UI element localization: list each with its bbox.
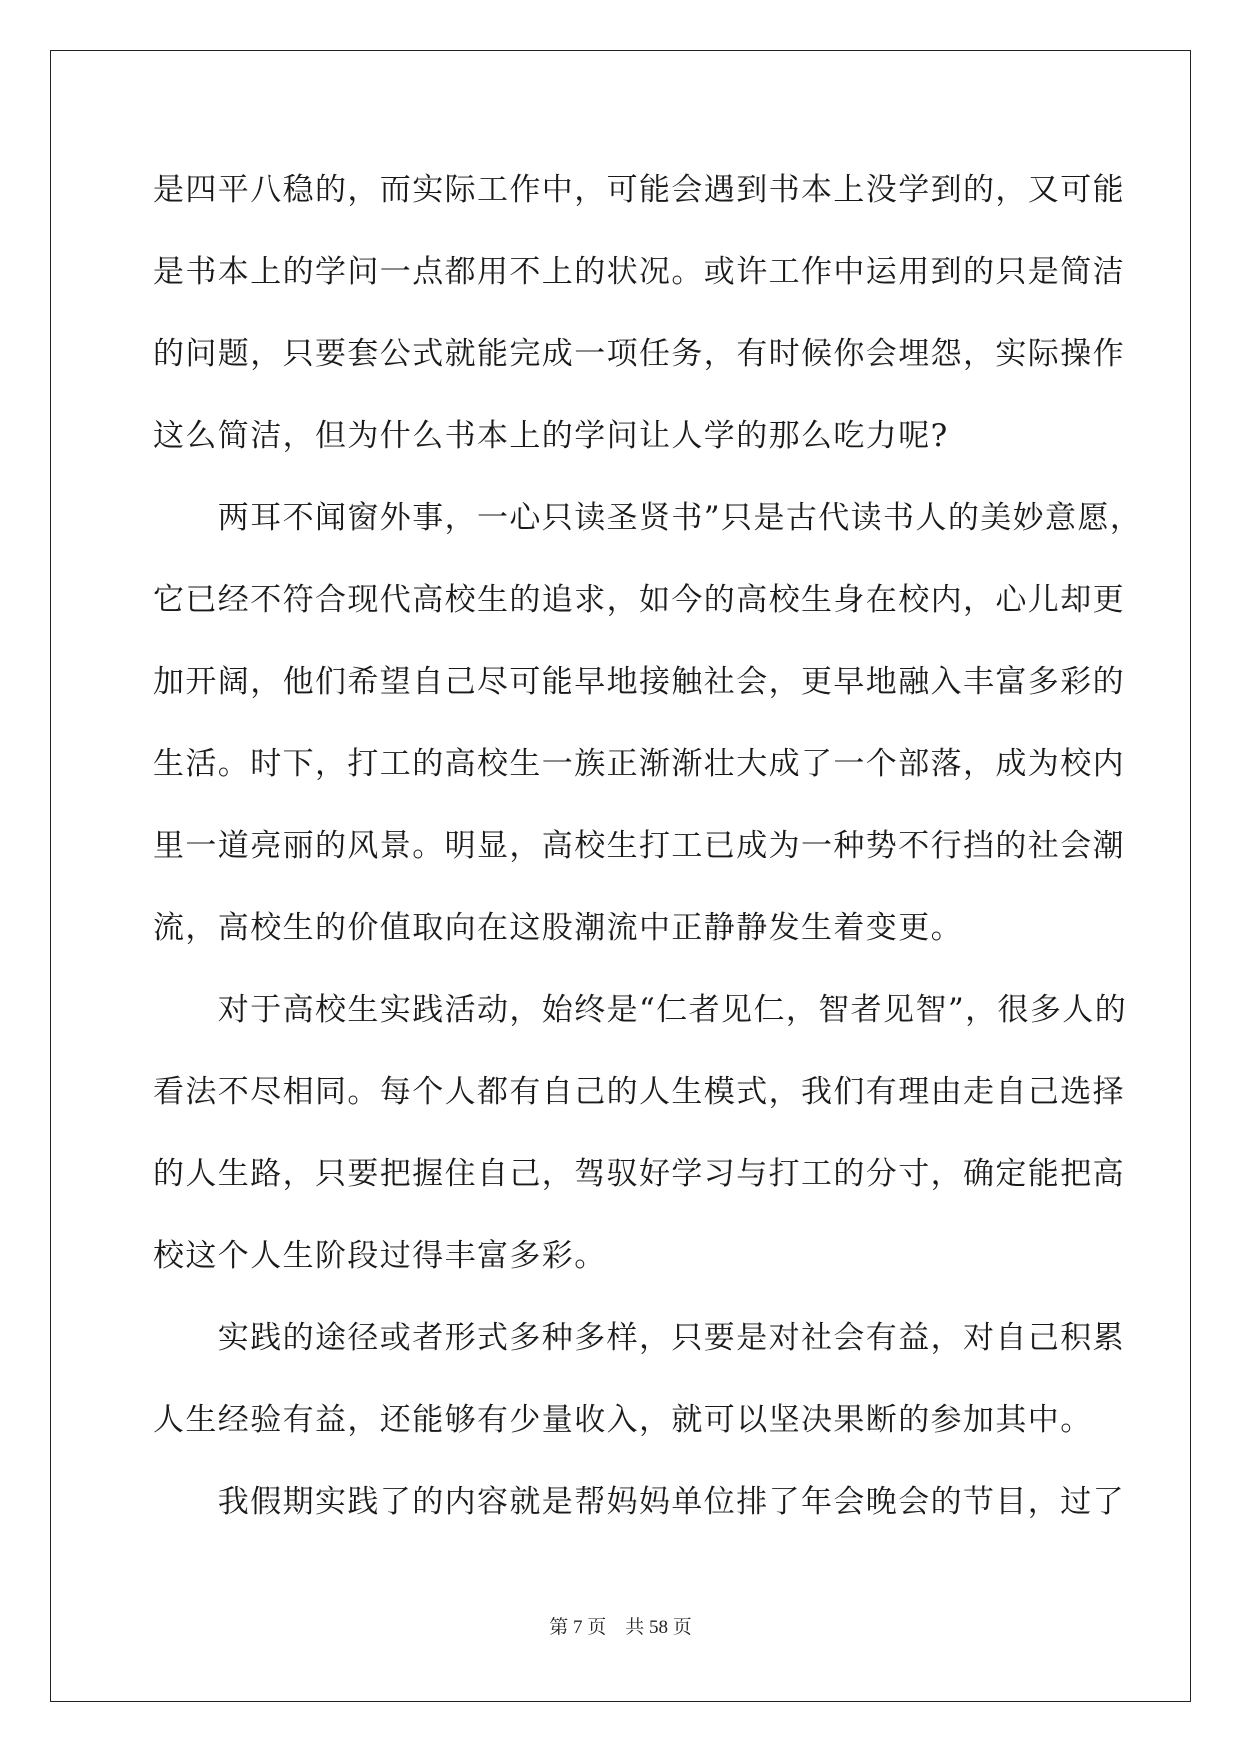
text-line: 两耳不闻窗外事，一心只读圣贤书”只是古代读书人的美妙意愿，: [153, 500, 1143, 536]
text-line: 这么简洁，但为什么书本上的学问让人学的那么吃力呢?: [153, 418, 949, 454]
text-line: 的人生路，只要把握住自己，驾驭好学习与打工的分寸，确定能把高: [153, 1156, 1125, 1192]
text-line: 对于高校生实践活动，始终是“仁者见仁，智者见智”，很多人的: [153, 992, 1128, 1028]
text-line: 它已经不符合现代高校生的追求，如今的高校生身在校内，心儿却更: [153, 582, 1125, 618]
text-line: 看法不尽相同。每个人都有自己的人生模式，我们有理由走自己选择: [153, 1074, 1125, 1110]
text-line: 生活。时下，打工的高校生一族正渐渐壮大成了一个部落，成为校内: [153, 746, 1125, 782]
text-line: 的问题，只要套公式就能完成一项任务，有时候你会埋怨，实际操作: [153, 336, 1125, 372]
text-line: 里一道亮丽的风景。明显，高校生打工已成为一种势不行挡的社会潮: [153, 828, 1125, 864]
text-line: 校这个人生阶段过得丰富多彩。: [153, 1238, 607, 1274]
text-line: 我假期实践了的内容就是帮妈妈单位排了年会晚会的节目，过了: [153, 1484, 1125, 1520]
text-line: 是四平八稳的，而实际工作中，可能会遇到书本上没学到的，又可能: [153, 172, 1125, 208]
text-line: 流，高校生的价值取向在这股潮流中正静静发生着变更。: [153, 910, 963, 946]
page-number-footer: 第 7 页 共 58 页: [549, 1617, 692, 1638]
text-line: 实践的途径或者形式多种多样，只要是对社会有益，对自己积累: [153, 1320, 1125, 1356]
text-line: 加开阔，他们希望自己尽可能早地接触社会，更早地融入丰富多彩的: [153, 664, 1125, 700]
document-body: [153, 163, 1143, 1557]
text-line: 是书本上的学问一点都用不上的状况。或许工作中运用到的只是简洁: [153, 254, 1125, 290]
text-line: 人生经验有益，还能够有少量收入，就可以坚决果断的参加其中。: [153, 1402, 1093, 1438]
